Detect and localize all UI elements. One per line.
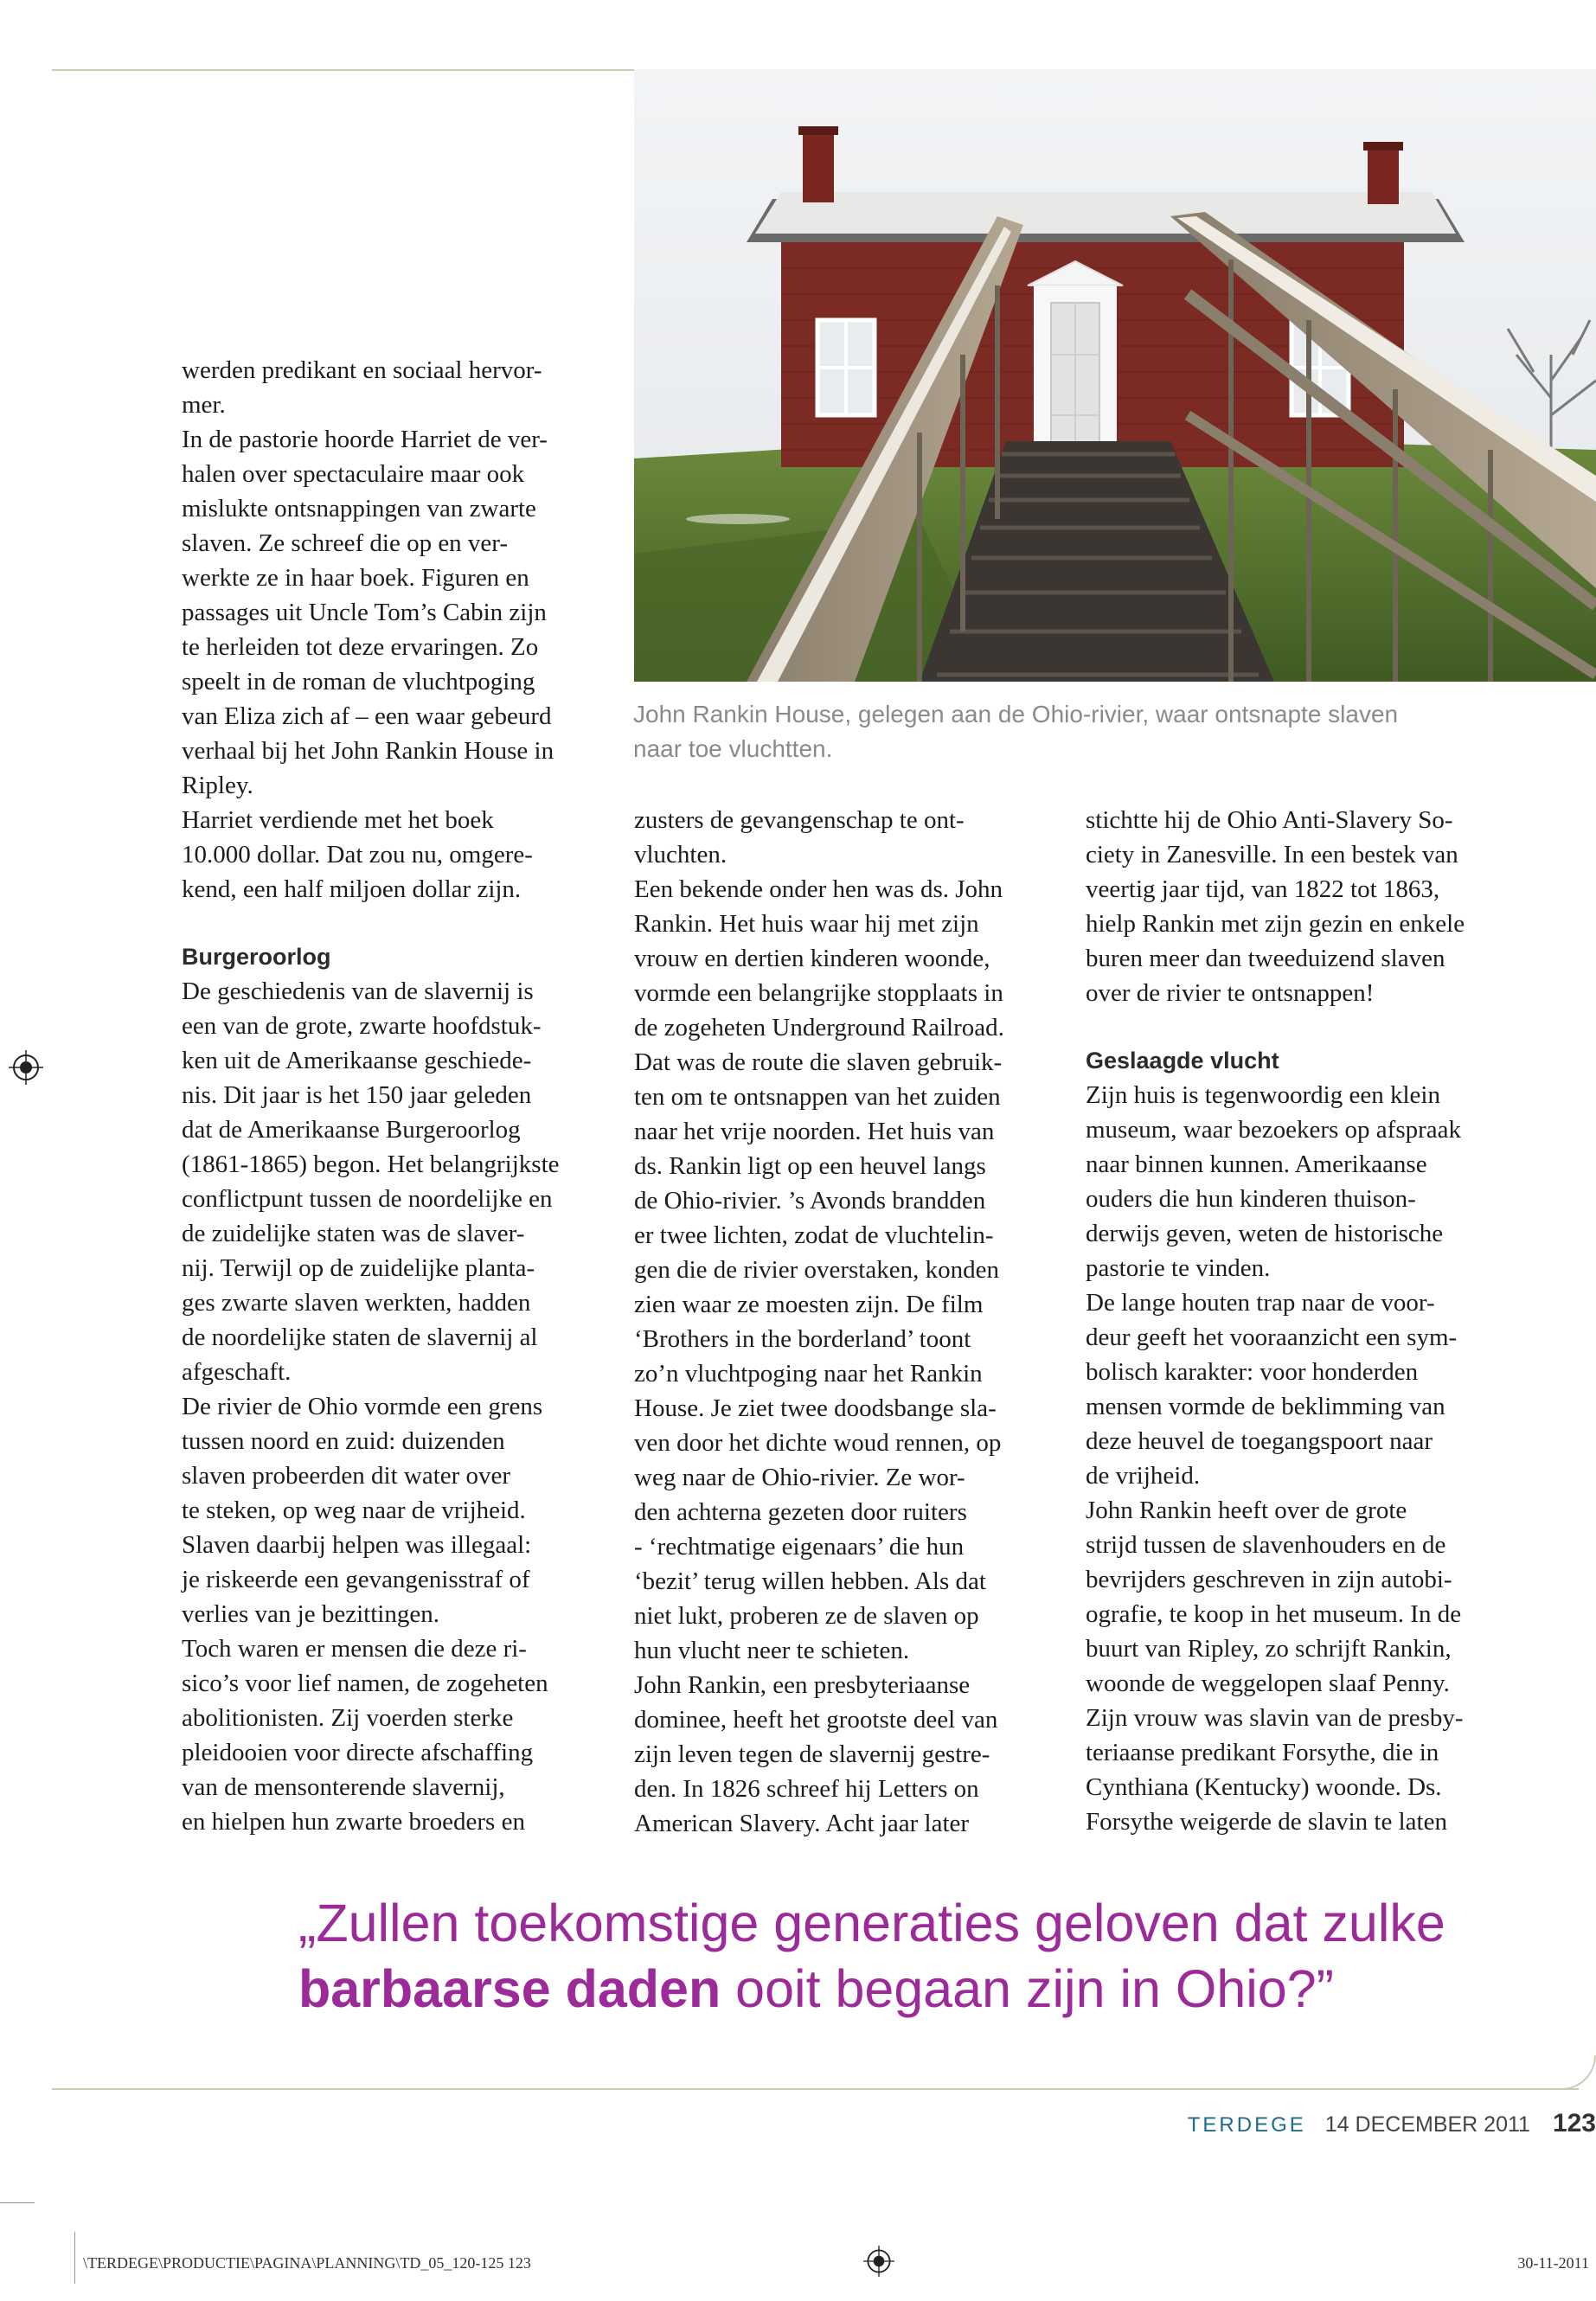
john-rankin-house-photo <box>634 69 1596 682</box>
article-column-1 <box>182 353 606 1839</box>
paragraph: stichtte hij de Ohio Anti-Slavery So- ciety in Zanesville. In een bestek van veertig jaar tijd, van 1822 tot 1863, hielp Rankin met zijn gezin en enkele buren meer dan tweeduizend slaven over de rivier te ontsnappen! <box>1086 806 1465 1007</box>
page-footer <box>1188 2109 1596 2144</box>
issue-date: 14 DECEMBER 2011 <box>1324 2112 1530 2137</box>
paragraph: Harriet verdiende met het boek 10.000 dollar. Dat zou nu, omgere- kend, een half miljoen dollar zijn. <box>182 806 533 903</box>
pull-quote-part2: ooit begaan zijn in Ohio?” <box>721 1959 1334 2018</box>
magazine-name: TERDEGE <box>1187 2113 1306 2137</box>
registration-mark-icon <box>863 2246 894 2277</box>
article-column-3 <box>1086 803 1509 1839</box>
bottom-rule <box>52 2088 1579 2090</box>
section-heading-geslaagde-vlucht: Geslaagde vlucht <box>1086 1048 1279 1074</box>
crop-mark <box>0 2202 35 2203</box>
paragraph: Een bekende onder hen was ds. John Rankin. Het huis waar hij met zijn vrouw en dertien kinderen woonde, vormde een belangrijke stopplaats in de zogeheten Underground Railroad. Dat was de route die slaven gebruik- ten om te ontsnappen van het zuiden naar het vrije noorden. Het huis van ds. Rankin ligt op een heuvel langs de Ohio-rivier. ’s Avonds brandden er twee lichten, zodat de vluchtelin- gen die de rivier overstaken, konden zien waar ze moesten zijn. De film ‘Brothers in the borderland’ toont zo’n vluchtpoging naar het Rankin House. Je ziet twee doodsbange sla- ven door het dichte woud rennen, op weg naar de Ohio-rivier. Ze wor- den achterna gezeten door ruiters - ‘rechtmatige eigenaars’ die hun ‘bezit’ terug willen hebben. Als dat niet lukt, proberen ze de slaven op hun vlucht neer te schieten. <box>634 875 1004 1664</box>
registration-mark-icon <box>9 1050 43 1085</box>
paragraph: werden predikant en sociaal hervor- mer. <box>182 356 542 419</box>
article-column-2 <box>634 803 1058 1841</box>
slug-date: 30-11-2011 <box>1517 2254 1589 2272</box>
pull-quote-bold: barbaarse daden <box>298 1959 721 2018</box>
paragraph: John Rankin heeft over de grote strijd tussen de slavenhouders en de bevrijders geschreven in zijn autobi- ografie, te koop in het museum. In de buurt van Ripley, zo schrijft Rankin, woonde de weggelopen slaaf Penny. Zijn vrouw was slavin van de presby- teriaanse predikant Forsythe, die in Cynthiana (Kentucky) woonde. Ds. Forsythe weigerde de slavin te laten <box>1086 1497 1464 1836</box>
bottom-rule-corner <box>1561 2055 1596 2090</box>
paragraph: De rivier de Ohio vormde een grens tussen noord en zuid: duizenden slaven probeerden dit water over te steken, op weg naar de vrijheid. Slaven daarbij helpen was illegaal: je riskeerde een gevangenisstraf of verlies van je bezittingen. <box>182 1393 543 1628</box>
photo-caption <box>633 697 1498 766</box>
pull-quote <box>298 1890 1509 2022</box>
section-heading-burgeroorlog: Burgeroorlog <box>182 944 331 970</box>
paragraph: zusters de gevangenschap te ont- vluchten. <box>634 806 965 868</box>
paragraph: De lange houten trap naar de voor- deur geeft het vooraanzicht een sym- bolisch karakter: voor honderden mensen vormde de beklimming van deze heuvel de toegangspoort naar de vrijheid. <box>1086 1289 1458 1490</box>
paragraph: Toch waren er mensen die deze ri- sico’s voor lief namen, de zogeheten abolitionisten. Zij voerden sterke pleidooien voor directe afschaffing van de mensonterende slavernij, en hielpen hun zwarte broeders en <box>182 1635 548 1836</box>
paragraph: De geschiedenis van de slavernij is een van de grote, zwarte hoofdstuk- ken uit de Amerikaanse geschiede- nis. Dit jaar is het 150 jaar geleden dat de Amerikaanse Burgeroorlog (1861-1865) begon. Het belangrijkste conflictpunt tussen de noordelijke en de zuidelijke staten was de slaver- nij. Terwijl op de zuidelijke planta- ges zwarte slaven werkten, hadden de noordelijke staten de slavernij al afgeschaft. <box>182 977 560 1386</box>
paragraph: John Rankin, een presbyteriaanse dominee, heeft het grootste deel van zijn leven tegen de slavernij gestre- den. In 1826 schreef hij Letters on American Slavery. Acht jaar later <box>634 1671 998 1837</box>
paragraph: In de pastorie hoorde Harriet de ver- halen over spectaculaire maar ook mislukte ontsnappingen van zwarte slaven. Ze schreef die op en ver- werkte ze in haar boek. Figuren en passages uit Uncle Tom’s Cabin zijn te herleiden tot deze ervaringen. Zo speelt in de roman de vluchtpoging van Eliza zich af – een waar gebeurd verhaal bij het John Rankin House in Ripley. <box>182 426 554 799</box>
page-number: 123 <box>1552 2109 1596 2138</box>
pull-quote-part1: „Zullen toekomstige generaties geloven dat zulke <box>298 1894 1445 1952</box>
slug-path: \TERDEGE\PRODUCTIE\PAGINA\PLANNING\TD_05_120-125 123 <box>83 2254 531 2272</box>
paragraph: Zijn huis is tegenwoordig een klein museum, waar bezoekers op afspraak naar binnen kunnen. Amerikaanse ouders die hun kinderen thuison- derwijs geven, weten de historische pastorie te vinden. <box>1086 1081 1462 1282</box>
crop-mark <box>74 2232 75 2284</box>
photo-caption-text: John Rankin House, gelegen aan de Ohio-rivier, waar ontsnapte slaven naar toe vluchtten. <box>633 701 1399 762</box>
